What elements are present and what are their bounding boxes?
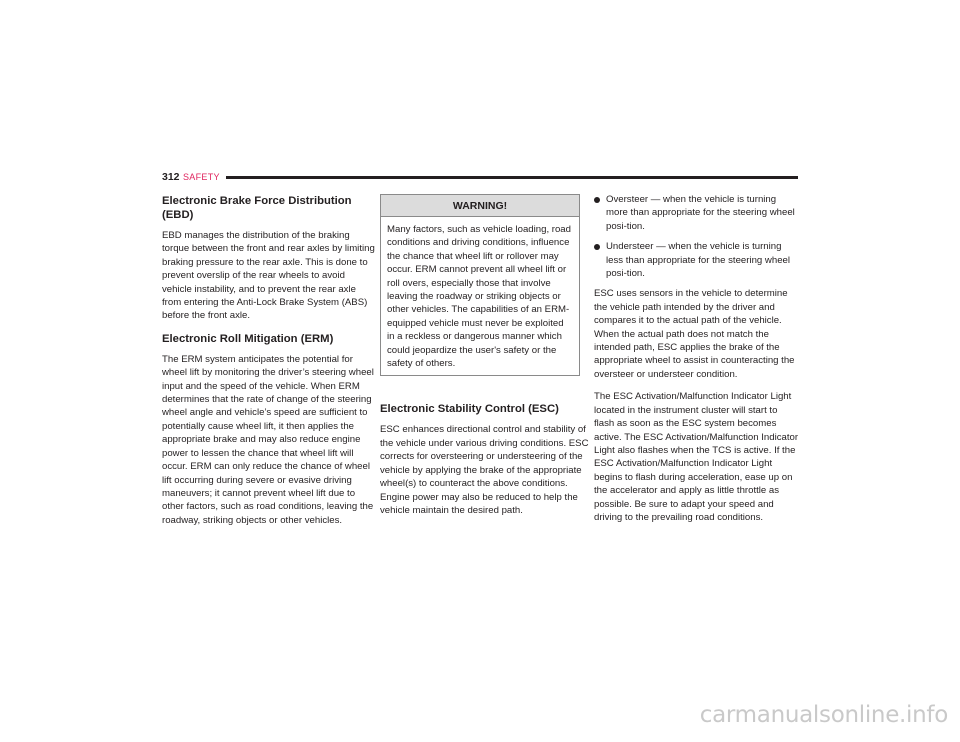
erm-heading: Electronic Roll Mitigation (ERM) (162, 332, 334, 345)
ebd-paragraph: EBD manages the distribution of the braking torque between the front and rear axles by limiting braking pressure to the rear axle. This is done to prevent overslip of the rear wheels to avoid vehicle instability, and to prevent the rear axle from entering the Anti-Lock Brake System (ABS) before the front axle. (162, 230, 375, 322)
bullet-text: Understeer — when the vehicle is turning less than appropriate for the steering wheel posi-tion. (606, 241, 790, 280)
bullet-icon (594, 197, 600, 203)
bullet-list (594, 193, 799, 280)
column-middle (380, 194, 593, 526)
column-left (162, 194, 375, 536)
page-number: 312 (162, 171, 180, 183)
page-header (162, 171, 798, 187)
esc-heading: Electronic Stability Control (ESC) (380, 403, 559, 416)
esc-indicator-paragraph: The ESC Activation/Malfunction Indicator Light located in the instrument cluster will start to flash as soon as the ESC system becomes active. The ESC Activation/Malfunction Indicator Light also flashes when the TCS is active. If the ESC Activation/Malfunction Indicator Light begins to flash during acceleration, ease up on the accelerator and apply as little throttle as possible. Be sure to adapt your speed and driving to the prevailing road conditions. (594, 391, 799, 523)
bullet-text: Oversteer — when the vehicle is turning more than appropriate for the steering wheel posi-tion. (606, 194, 795, 232)
esc-sensors-paragraph: ESC uses sensors in the vehicle to determine the vehicle path intended by the driver and compares it to the actual path of the vehicle. When the actual path does not match the intended path, ESC applies the brake of the appropriate wheel to assist in counteracting the oversteer or understeer condition. (594, 288, 795, 380)
ebd-heading: Electronic Brake Force Distribution (EBD) (162, 195, 352, 221)
watermark: carmanualsonline.info (699, 702, 948, 728)
bullet-icon (594, 244, 600, 250)
section-label: SAFETY (183, 172, 220, 182)
warning-title: WARNING! (381, 195, 579, 217)
erm-paragraph: The ERM system anticipates the potential for wheel lift by monitoring the driver’s steering wheel input and the speed of the vehicle. When ERM determines that the rate of change of the steering wheel angle and vehicle’s speed are sufficient to potentially cause wheel lift, it then applies the appropriate brake and may also reduce engine power to lessen the chance that wheel lift will occur. ERM can only reduce the chance of wheel lift occurring during severe or evasive driving maneuvers; it cannot prevent wheel lift due to other factors, such as road conditions, leaving the roadway, striking objects or other vehicles. (162, 353, 374, 526)
list-item (594, 240, 799, 280)
esc-paragraph: ESC enhances directional control and stability of the vehicle under various driving conditions. ESC corrects for oversteering or understeering of the vehicle by applying the brake of the appropriate wheel(s) to counteract the above conditions. Engine power may also be reduced to help the vehicle maintain the desired path. (380, 424, 589, 516)
warning-text: Many factors, such as vehicle loading, road conditions and driving conditions, influence the chance that wheel lift or rollover may occur. ERM cannot prevent all wheel lift or roll overs, especially those that involve leaving the roadway or striking objects or other vehicles. The capabilities of an ERM-equipped vehicle must never be exploited in a reckless or dangerous manner which could jeopardize the user's safety or the safety of others. (387, 224, 571, 370)
header-rule (226, 176, 798, 179)
list-item (594, 193, 799, 233)
warning-box (380, 194, 580, 376)
column-right (594, 193, 799, 533)
